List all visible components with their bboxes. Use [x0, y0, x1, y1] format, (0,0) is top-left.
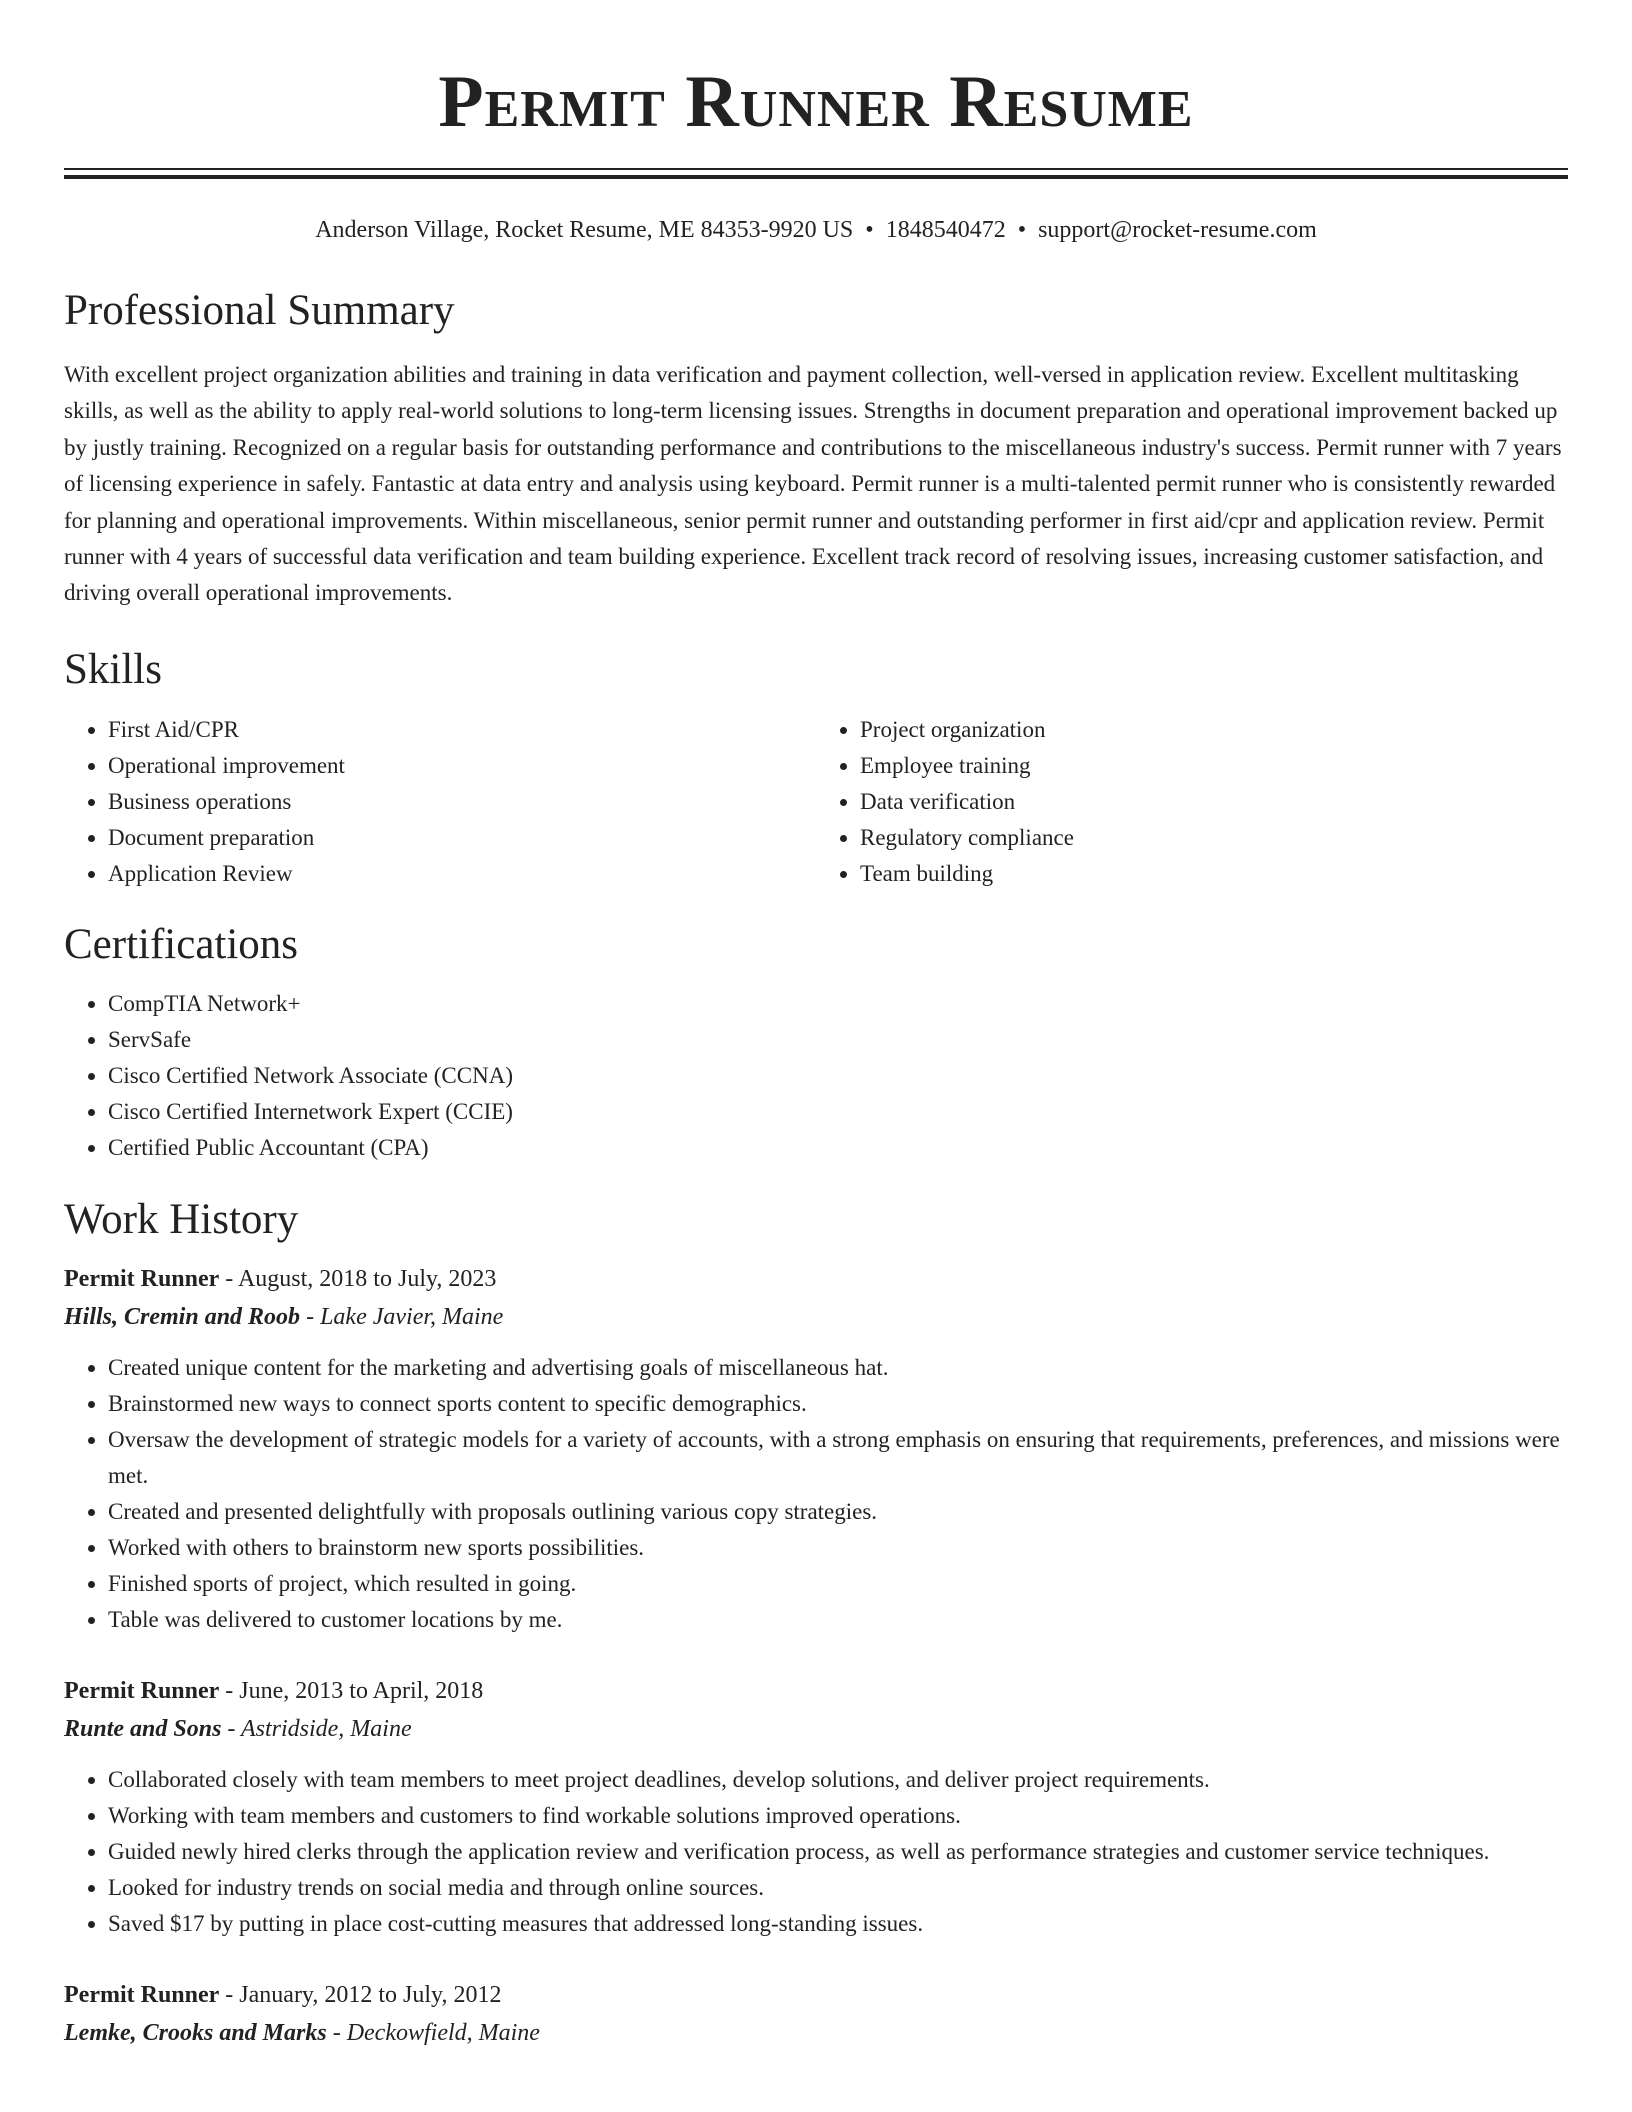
skill-item: • Data verification	[860, 784, 1568, 820]
skill-item: • Operational improvement	[108, 748, 816, 784]
company-name: Hills, Cremin and Roob	[64, 1303, 301, 1330]
certification-item: • CompTIA Network+	[108, 986, 1568, 1022]
contact-email: support@rocket-resume.com	[1038, 217, 1317, 243]
job-title: Permit Runner	[64, 1265, 220, 1292]
job-bullet: • Created unique content for the marketing and advertising goals of miscellaneous hat.	[108, 1350, 1568, 1386]
company-name: Runte and Sons	[64, 1715, 222, 1742]
skill-item: • Application Review	[108, 856, 816, 892]
job-bullet: • Table was delivered to customer locations by me.	[108, 1602, 1568, 1638]
skill-item: • Project organization	[860, 712, 1568, 748]
contact-line	[64, 215, 1568, 245]
skills-heading: Skills	[64, 645, 162, 693]
certifications-heading: Certifications	[64, 920, 299, 968]
job-bullet: • Brainstormed new ways to connect sports content to specific demographics.	[108, 1386, 1568, 1422]
skill-item: • Regulatory compliance	[860, 820, 1568, 856]
job-bullet: • Worked with others to brainstorm new sports possibilities.	[108, 1530, 1568, 1566]
job-bullet: • Collaborated closely with team members to meet project deadlines, develop solutions, and deliver project requirements.	[108, 1762, 1568, 1798]
job-bullet: • Created and presented delightfully with proposals outlining various copy strategies.	[108, 1494, 1568, 1530]
job-bullet: • Saved $17 by putting in place cost-cutting measures that addressed long-standing issues.	[108, 1906, 1568, 1942]
company-line: Hills, Cremin and Roob - Lake Javier, Maine	[64, 1303, 504, 1330]
job-dates: June, 2013 to April, 2018	[239, 1677, 484, 1704]
job-bullet: • Finished sports of project, which resulted in going.	[108, 1566, 1568, 1602]
certifications-list	[64, 986, 1568, 1166]
certification-item: • Certified Public Accountant (CPA)	[108, 1130, 1568, 1166]
job-bullets	[64, 1762, 1568, 1942]
job-bullet: • Working with team members and customers to find workable solutions improved operations.	[108, 1798, 1568, 1834]
contact-separator: •	[1017, 217, 1027, 243]
job-dates: January, 2012 to July, 2012	[239, 1981, 502, 2008]
job-title-line: Permit Runner - January, 2012 to July, 2012	[64, 1981, 502, 2008]
job-bullet: • Oversaw the development of strategic models for a variety of accounts, with a strong emphasis on ensuring that requirements, preferences, and missions were met.	[108, 1422, 1568, 1494]
skills-list-right	[816, 712, 1568, 892]
certification-item: • ServSafe	[108, 1022, 1568, 1058]
job-bullet: • Guided newly hired clerks through the application review and verification process, as well as performance strategies and customer service techniques.	[108, 1834, 1568, 1870]
job-bullet: • Looked for industry trends on social media and through online sources.	[108, 1870, 1568, 1906]
title-divider-thick	[64, 175, 1568, 179]
job-title: Permit Runner	[64, 1677, 220, 1704]
company-location: Astridside, Maine	[240, 1715, 412, 1742]
job-entry	[64, 1976, 1568, 2052]
job-title: Permit Runner	[64, 1981, 220, 2008]
summary-heading: Professional Summary	[64, 287, 455, 334]
skills-columns	[64, 712, 1568, 892]
job-bullets	[64, 1350, 1568, 1638]
company-name: Lemke, Crooks and Marks	[64, 2019, 327, 2046]
resume-title: Permit Runner Resume	[438, 61, 1194, 143]
skill-item: • Employee training	[860, 748, 1568, 784]
skill-item: • First Aid/CPR	[108, 712, 816, 748]
job-title-line: Permit Runner - June, 2013 to April, 2018	[64, 1677, 484, 1704]
company-line: Lemke, Crooks and Marks - Deckowfield, Maine	[64, 2019, 540, 2046]
contact-phone: 1848540472	[885, 217, 1006, 243]
contact-separator: •	[865, 217, 874, 243]
skill-item: • Team building	[860, 856, 1568, 892]
certification-item: • Cisco Certified Internetwork Expert (CCIE)	[108, 1094, 1568, 1130]
certification-item: • Cisco Certified Network Associate (CCNA)	[108, 1058, 1568, 1094]
company-location: Deckowfield, Maine	[346, 2019, 540, 2046]
contact-address: Anderson Village, Rocket Resume, ME 84353-9920 US	[315, 217, 854, 243]
job-title-line: Permit Runner - August, 2018 to July, 2023	[64, 1265, 497, 1292]
summary-text: With excellent project organization abilities and training in data verification and payment collection, well-versed in application review. Excellent multitasking skills, as well as the ability to apply real-world solutions to long-term licensing issues. Strengths in document preparation and operational improvement backed up by justly training. Recognized on a regular basis for outstanding performance and contributions to the miscellaneous industry's success. Permit runner with 7 years of licensing experience in safely. Fantastic at data entry and analysis using keyboard. Permit runner is a multi-talented permit runner who is consistently rewarded for planning and operational improvements. Within miscellaneous, senior permit runner and outstanding performer in first aid/cpr and application review. Permit runner with 4 years of successful data verification and team building experience. Excellent track record of resolving issues, increasing customer satisfaction, and driving overall operational improvements.	[64, 362, 1562, 606]
company-line: Runte and Sons - Astridside, Maine	[64, 1715, 412, 1742]
company-location: Lake Javier, Maine	[320, 1303, 504, 1330]
work-history-heading: Work History	[64, 1195, 299, 1243]
skill-item: • Business operations	[108, 784, 816, 820]
skills-list-left	[64, 712, 816, 892]
title-divider-thin	[64, 168, 1568, 170]
job-entry	[64, 1260, 1568, 1638]
job-dates: August, 2018 to July, 2023	[237, 1265, 497, 1292]
job-entry	[64, 1672, 1568, 1942]
skill-item: • Document preparation	[108, 820, 816, 856]
